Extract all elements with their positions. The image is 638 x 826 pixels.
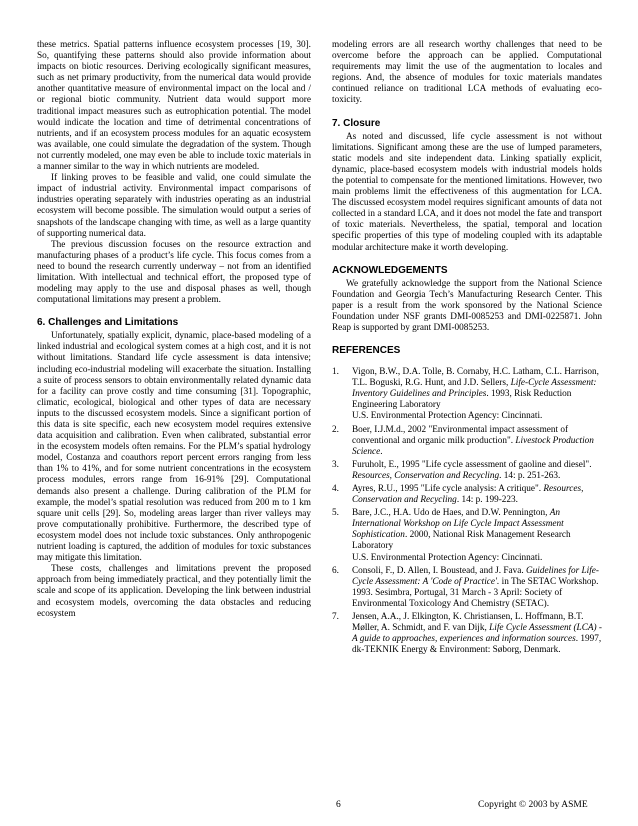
reference-item — [332, 612, 602, 656]
reference-item — [332, 460, 602, 482]
reference-number: 6. — [332, 565, 339, 576]
section-heading-acknowledgements: ACKNOWLEDGEMENTS — [332, 264, 448, 276]
reference-title: Life Cycle Assessment (LCA) - A guide to approaches, experiences and information sources — [352, 623, 602, 645]
reference-number: 3. — [332, 459, 339, 470]
reference-text: . 14: p. 199-223. — [456, 495, 518, 506]
body-paragraph: We gratefully acknowledge the support from the National Science Foundation and Georgia Tech’s Manufacturing Research Center. This paper is a result from the work sponsored by the National Science Foundation under NSF grants DMI-0085253 and DMI-0225871. John Reap is supported by grant DMI-0085253. — [332, 278, 602, 333]
reference-text: U.S. Environmental Protection Agency: Cincinnati. — [352, 552, 543, 563]
reference-number: 1. — [332, 367, 339, 378]
reference-title: Resources, Conservation and Recycling — [352, 470, 500, 481]
body-paragraph: The previous discussion focuses on the resource extraction and manufacturing phases of a product’s life cycle. This focus comes from a need to bound the research currently underway – not from an identified limitation. With intellectual and technical effort, the proposed type of modeling may apply to the use and disposal phases as well, though computational limitations may present a problem. — [37, 239, 311, 306]
reference-number: 7. — [332, 612, 339, 623]
right-column — [332, 40, 602, 658]
section-heading-closure: 7. Closure — [332, 117, 381, 129]
reference-text: . — [380, 446, 383, 457]
body-paragraph: modeling errors are all research worthy challenges that need to be overcome before the approach can be applied. Computational requirements may limit the use of the augmentation to locales and regions. And, the absence of modules for toxic materials mandates continued reliance on traditional LCA methods of evaluating eco-toxicity. — [332, 40, 602, 106]
reference-item — [332, 484, 602, 506]
body-paragraph: If linking proves to be feasible and valid, one could simulate the impact of industrial activity. Environmental impact comparisons of industries operating separately with industries operating as an industrial ecosystem will become possible. The simulation would output a series of snapshots of the landscape changing with time, as well as a large quantity of supporting numerical data. — [37, 173, 311, 239]
reference-text: . 1993, Risk Reduction Engineering Laboratory — [352, 389, 572, 411]
reference-text: in The SETAC Workshop. 1993. Sesimbra, Portugal, 31 March - 3 April: Society of Environmental Toxicology And Chemistry (SETAC). — [352, 576, 599, 609]
page-number: 6 — [336, 800, 341, 810]
reference-number: 5. — [332, 508, 339, 519]
reference-title: Guidelines for Life-Cycle Assessment: A 'Code of Practice'. — [352, 565, 599, 587]
section-heading-challenges: 6. Challenges and Limitations — [37, 317, 179, 329]
reference-list — [332, 367, 602, 656]
reference-text: Jensen, A.A., J. Elkington, K. Christiansen, L. Hoffmann, B.T. Møller, A. Schmidt, and F. van Dijk, — [352, 612, 584, 634]
reference-text: . 1997, dk-TEKNIK Energy & Environment: Søborg, Denmark. — [352, 634, 602, 656]
reference-title: Resources, Conservation and Recycling — [352, 484, 584, 506]
reference-number: 4. — [332, 484, 339, 494]
body-paragraph: these metrics. Spatial patterns influence ecosystem processes [19, 30]. So, quantifying these patterns should also provide information about impacts on biotic resources. Deriving ecologically significant measures, such as net primary productivity, from the numerical data would provide another quantitative measure of environmental impact on the local and / or regional biotic community. Nutrient data would support more traditional impact measures such as eutrophication potential. The model would indicate the location and time of detrimental concentrations of nutrients, and if an ecosystem process modules for an aquatic ecosystem was available, one could simulate the degradation of the system. Though not currently modeled, one may even be able to include toxic materials in a manner similar to the way in which nutrients are modeled. — [37, 40, 311, 173]
reference-title: Livestock Production Science — [352, 435, 594, 457]
reference-number: 2. — [332, 424, 339, 435]
reference-text: Vigon, B.W., D.A. Tolle, B. Cornaby, H.C. Latham, C.L. Harrison, T.L. Boguski, R.G. Hunt, and J.D. Sellers, — [352, 367, 599, 389]
reference-text: Consoli, F., D. Allen, I. Boustead, and J. Fava. — [352, 565, 526, 576]
reference-text: . 2000, National Risk Management Research Laboratory — [352, 530, 571, 552]
reference-text: Ayres, R.U., 1995 "Life cycle analysis: A critique". — [352, 484, 544, 494]
reference-title: An International Workshop on Life Cycle Impact Assessment Sophistication — [352, 508, 564, 541]
reference-text: Furuholt, E., 1995 "Life cycle assessment of gaoline and diesel". — [352, 459, 592, 470]
body-paragraph: Unfortunately, spatially explicit, dynamic, place-based modeling of a linked industrial and ecological system comes at a high cost, and it is not without limitations. Standard life cycle assessment is data intensive; including eco-industrial modeling will exacerbate the situation. Installing a suite of process sensors to obtain environmentally related dynamic data for a facility can prove costly and time consuming [31]. Topographic, climatic, ecological, biological and other types of data are necessary inputs to the discussed ecosystem models. Since a significant portion of this data is site specific, each new ecosystem model requires extensive data acquisition and calibration. Even when calibrated, substantial error in the ecosystem models often remains. For the PLM’s spatial hydrology model, Costanza and coauthors report percent errors ranging from less than 1% to 41%, and for some nutrient concentrations in the ecosystem process modules, errors range from 16-91% [29]. Computational demands also present a challenge. During calibration of the PLM for example, the model’s spatial resolution was reduced from 200 m to 1 km square unit cells [29]. So, modeling areas larger than river valleys may prove computationally prohibitive. Furthermore, the described type of ecosystem model does not include toxic substances. Only anthropogenic nutrient loading is captured, the addition of modules for toxic substances may mitigate this limitation. — [37, 331, 311, 564]
reference-item — [332, 367, 602, 422]
reference-item — [332, 425, 602, 458]
reference-text: U.S. Environmental Protection Agency: Cincinnati. — [352, 411, 543, 422]
body-paragraph: These costs, challenges and limitations prevent the proposed approach from being immediately practical, and they potentially limit the scale and scope of its application. Developing the link between industrial and ecosystem models, overcoming the data obstacles and reducing ecosystem — [37, 564, 311, 619]
body-paragraph: As noted and discussed, life cycle assessment is not without limitations. Significant among these are the use of lumped parameters, static models and site independent data. Linking spatially explicit, dynamic, place-based ecosystem models with industrial models holds the potential to compensate for the mentioned limitations. However, two main problems limit the effectiveness of this augmentation for LCA. The discussed ecosystem model requires significant amounts of data not collected in a standard LCA, and it does not model the fate and transport of toxic materials. Nevertheless, the spatial, temporal and location specific properties of this type of modeling coupled with its adaptable modular architecture make it worth developing. — [332, 131, 602, 253]
reference-text: Boer, I.J.M.d., 2002 "Environmental impact assessment of conventional and organic milk production". — [352, 424, 569, 446]
reference-text: Bare, J.C., H.A. Udo de Haes, and D.W. Pennington, — [352, 508, 550, 519]
copyright-notice: Copyright © 2003 by ASME — [478, 800, 588, 810]
reference-title: Life-Cycle Assessment: Inventory Guidelines and Principles — [352, 378, 597, 400]
reference-text: . 14: p. 251-263. — [499, 470, 561, 481]
reference-item — [332, 508, 602, 563]
section-heading-references: REFERENCES — [332, 345, 401, 357]
reference-item — [332, 566, 602, 610]
left-column — [37, 40, 311, 620]
